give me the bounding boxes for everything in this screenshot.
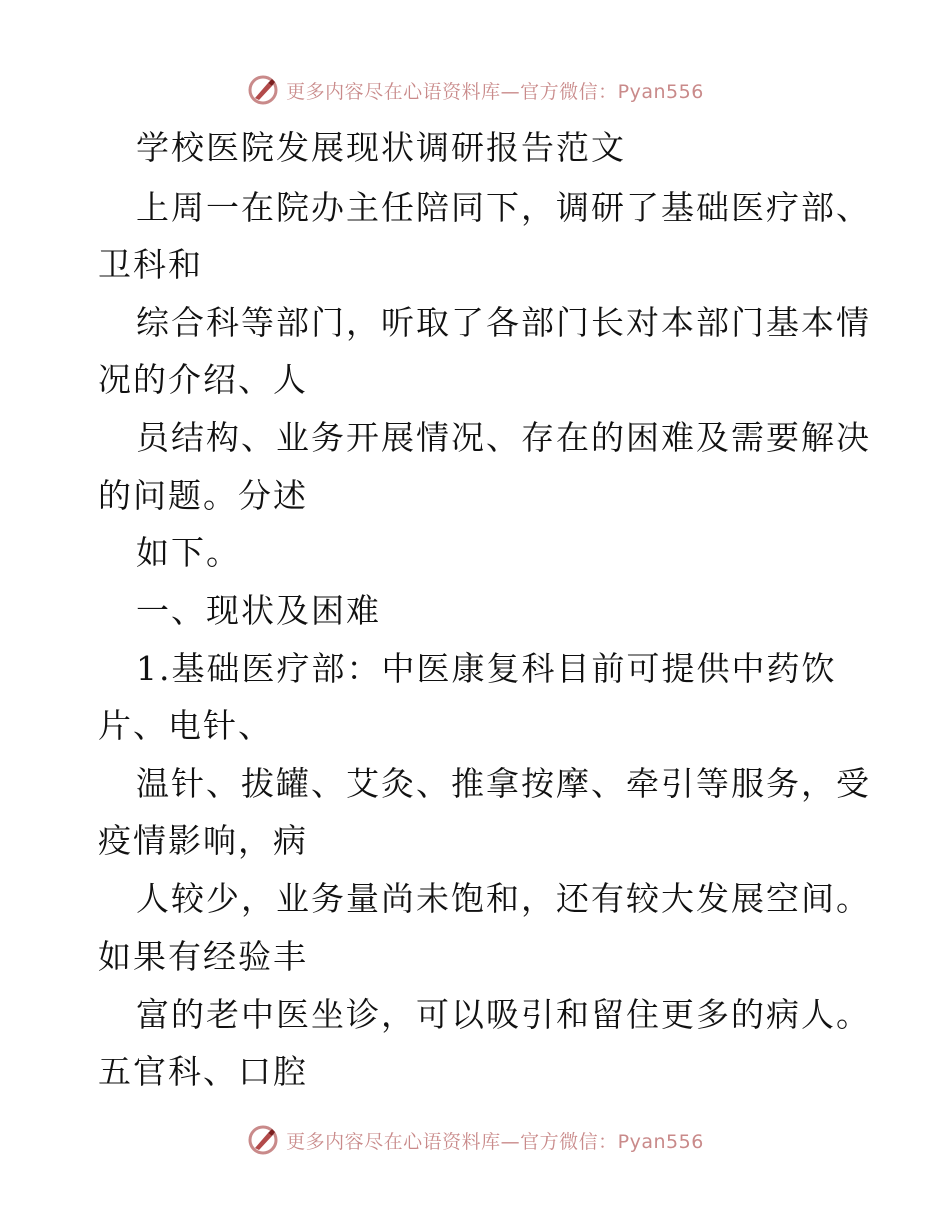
paragraph-line: 如下。 — [136, 533, 241, 572]
paragraph-line: 人较少，业务量尚未饱和，还有较大发展空间。 — [136, 879, 871, 918]
pen-logo-icon — [246, 1123, 280, 1157]
paragraph-line: 温针、拔罐、艾灸、推拿按摩、牵引等服务，受 — [136, 764, 871, 803]
paragraph-line: 五官科、口腔 — [98, 1052, 308, 1091]
watermark-text: 更多内容尽在心语资料库—官方微信：Pyan556 — [286, 80, 704, 103]
paragraph-line: 卫科和 — [98, 245, 203, 284]
paragraph-line: 片、电针、 — [98, 706, 273, 745]
footer-watermark-banner — [0, 1120, 950, 1160]
paragraph-line: 1.基础医疗部：中医康复科目前可提供中药饮 — [136, 649, 837, 688]
paragraph-line: 疫情影响，病 — [98, 821, 308, 860]
paragraph-line: 如果有经验丰 — [98, 937, 308, 976]
header-watermark-banner — [0, 70, 950, 110]
section-heading: 一、现状及困难 — [136, 591, 381, 630]
watermark-text: 更多内容尽在心语资料库—官方微信：Pyan556 — [286, 1130, 704, 1153]
paragraph-line: 富的老中医坐诊，可以吸引和留住更多的病人。 — [136, 995, 871, 1034]
paragraph-line: 的问题。分述 — [98, 476, 308, 515]
paragraph-line: 综合科等部门，听取了各部门长对本部门基本情 — [136, 303, 871, 342]
pen-logo-icon — [246, 73, 280, 107]
paragraph-line: 况的介绍、人 — [98, 360, 308, 399]
document-title: 学校医院发展现状调研报告范文 — [136, 128, 626, 167]
paragraph-line: 员结构、业务开展情况、存在的困难及需要解决 — [136, 418, 871, 457]
paragraph-line: 上周一在院办主任陪同下，调研了基础医疗部、 — [136, 188, 871, 227]
